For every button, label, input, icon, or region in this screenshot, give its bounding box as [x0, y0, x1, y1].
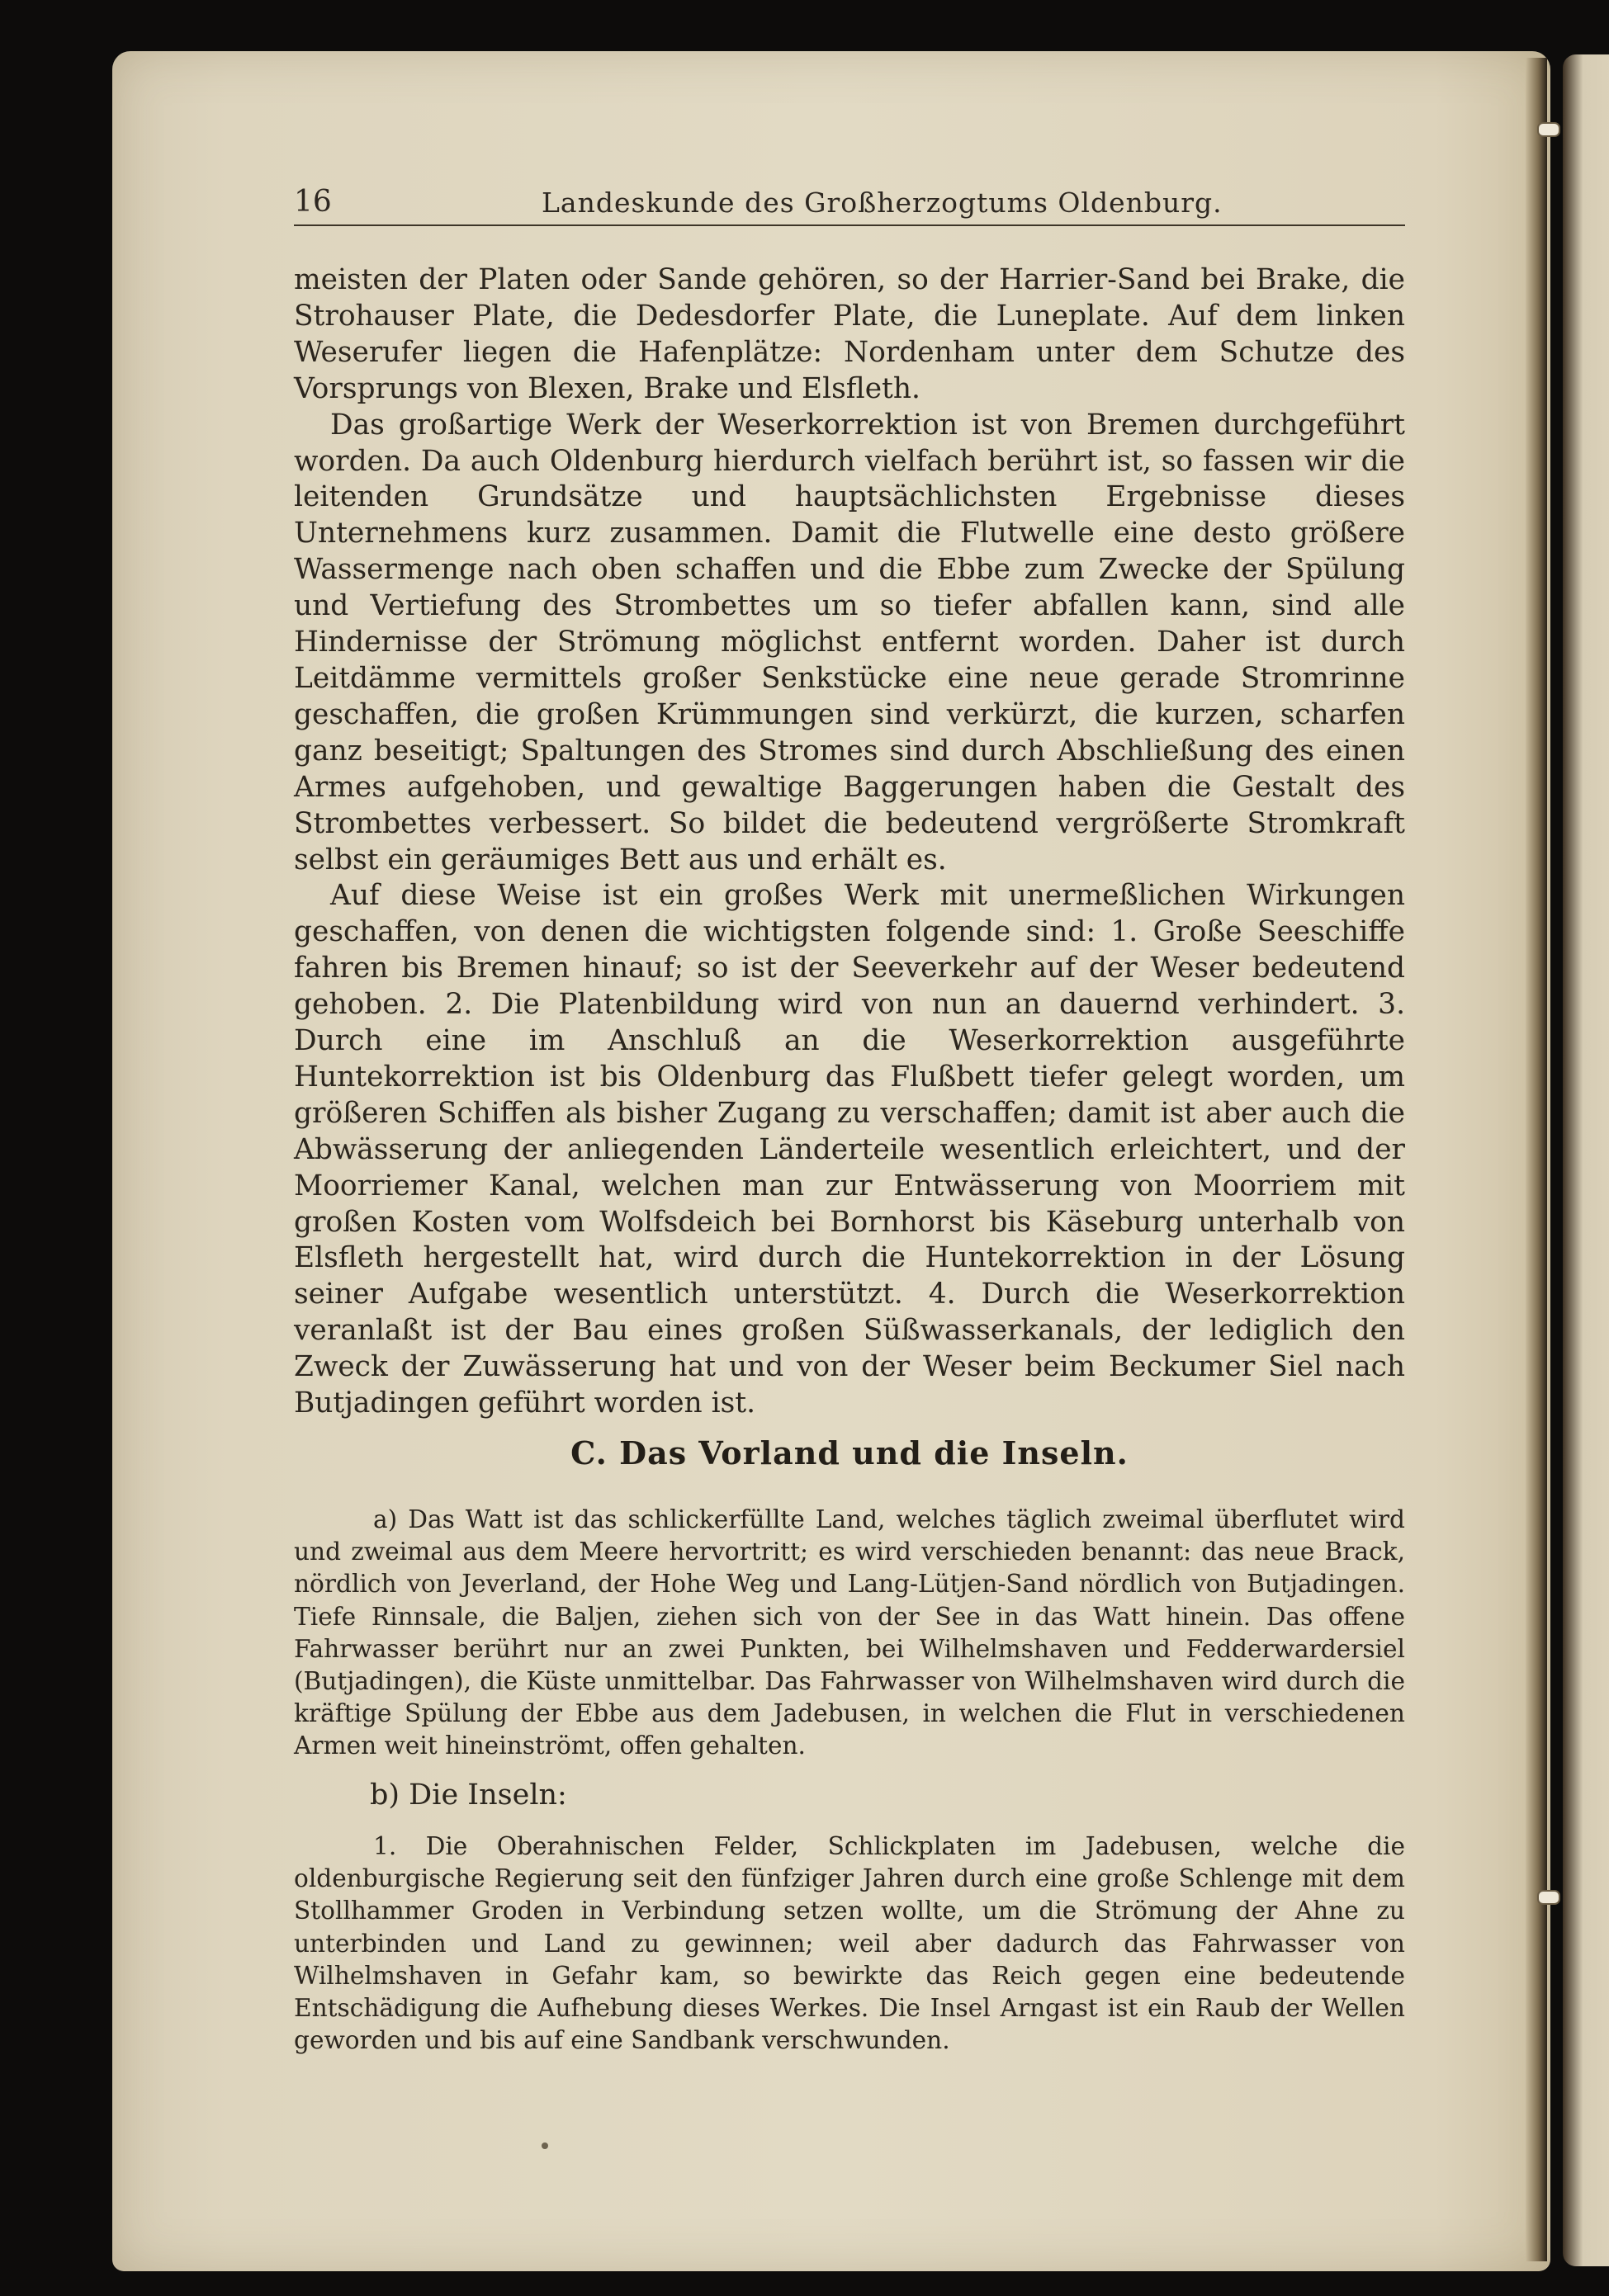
- watt-section: [294, 1504, 1405, 1763]
- page-header: [294, 185, 1405, 226]
- ink-speck: [542, 2142, 548, 2149]
- book-spine: [1526, 58, 1547, 2261]
- paragraph: 1. Die Oberahnischen Felder, Schlickplaten im Jadebusen, welche die oldenburgische Regierung seit den fünfziger Jahren durch eine große Schlenge mit dem Stollhammer Groden in Verbindung setzen wollte, um die Strömung der Ahne zu unterbinden und Land zu gewinnen; weil aber dadurch das Fahrwasser von Wilhelmshaven in Gefahr kam, so bewirkte das Reich gegen eine bedeutende Entschädigung die Aufhebung dieses Werkes. Die Insel Arngast ist ein Raub der Wellen geworden und bis auf eine Sandbank verschwunden.: [294, 1832, 1405, 2055]
- paragraph: a) Das Watt ist das schlickerfüllte Land, welches täglich zweimal überflutet wird und zweimal aus dem Meere hervortritt; es wird verschieden benannt: das neue Brack, nördlich von Jeverland, der Hohe Weg und Lang-Lütjen-Sand nördlich von Butjadingen. Tiefe Rinnsale, die Baljen, ziehen sich von der See in das Watt hinein. Das offene Fahrwasser berührt nur an zwei Punkten, bei Wilhelmshaven und Fedderwardersiel (Butjadingen), die Küste unmittelbar. Das Fahrwasser von Wilhelmshaven wird durch die kräftige Spülung der Ebbe aus dem Jadebusen, in welchen die Flut in verschiedenen Armen weit hineinströmt, offen gehalten.: [294, 1505, 1405, 1760]
- binding-stitch: [1537, 1890, 1560, 1905]
- inseln-section: [294, 1831, 1405, 2057]
- paragraph: Das großartige Werk der Weserkorrektion ist von Bremen durchgeführt worden. Da auch Oldenburg hierdurch vielfach berührt ist, so fassen wir die leitenden Grundsätze und hauptsächlichsten Ergebnisse dieses Unternehmens kurz zusammen. Damit die Flutwelle eine desto größere Wassermenge nach oben schaffen und die Ebbe zum Zwecke der Spülung und Vertiefung des Strombettes um so tiefer abfallen kann, sind alle Hindernisse der Strömung möglichst entfernt worden. Daher ist durch Leitdämme vermittels großer Senkstücke eine neue gerade Stromrinne geschaffen, die großen Krümmungen sind verkürzt, die kurzen, scharfen ganz beseitigt; Spaltungen des Stromes sind durch Abschließung des einen Armes aufgehoben, und gewaltige Baggerungen haben die Gestalt des Strombettes verbessert. So bildet die bedeutend vergrößerte Stromkraft selbst ein geräumiges Bett aus und erhält es.: [294, 408, 1405, 876]
- running-head: Landeskunde des Großherzogtums Oldenburg.: [542, 187, 1223, 219]
- page-number: 16: [294, 185, 332, 219]
- paragraph: meisten der Platen oder Sande gehören, so der Harrier-Sand bei Brake, die Strohauser Plate, die Dedesdorfer Plate, die Luneplate. Auf dem linken Weserufer liegen die Hafenplätze: Nordenham unter dem Schutze des Vorsprungs von Blexen, Brake und Elsfleth.: [294, 263, 1405, 405]
- section-heading: C. Das Vorland und die Inseln.: [570, 1434, 1129, 1472]
- subsection-heading: b) Die Inseln:: [370, 1779, 567, 1812]
- binding-stitch: [1537, 122, 1560, 137]
- paragraph: Auf diese Weise ist ein großes Werk mit unermeßlichen Wirkungen geschaffen, von denen die wichtigsten folgende sind: 1. Große Seeschiffe fahren bis Bremen hinauf; so ist der Seeverkehr auf der Weser bedeutend gehoben. 2. Die Platenbildung wird von nun an dauernd verhindert. 3. Durch eine im Anschluß an die Weserkorrektion ausgeführte Huntekorrektion ist bis Oldenburg das Flußbett tiefer gelegt worden, um größeren Schiffen als bisher Zugang zu verschaffen; damit ist aber auch die Abwässerung der anliegenden Länderteile wesentlich erleichtert, und der Moorriemer Kanal, welchen man zur Entwässerung von Moorriem mit großen Kosten vom Wolfsdeich bei Bornhorst bis Käseburg unterhalb von Elsfleth hergestellt hat, wird durch die Huntekorrektion in der Lösung seiner Aufgabe wesentlich unterstützt. 4. Durch die Weserkorrektion veranlaßt ist der Bau eines großen Süßwasserkanals, der lediglich den Zweck der Zuwässerung hat und von der Weser beim Beckumer Siel nach Butjadingen geführt worden ist.: [294, 879, 1405, 1420]
- facing-page-edge: [1563, 54, 1609, 2266]
- main-text: [294, 262, 1405, 1422]
